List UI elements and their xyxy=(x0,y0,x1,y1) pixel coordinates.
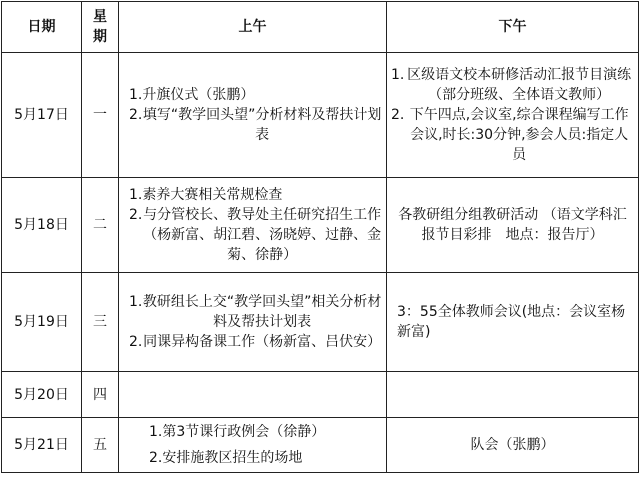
weekday-cell: 四 xyxy=(82,372,119,418)
table-row-friday xyxy=(2,418,639,473)
table-row-tuesday xyxy=(2,178,639,273)
table-row-thursday xyxy=(2,372,639,418)
table-row-monday xyxy=(2,53,639,178)
pm-item: 1. 区级语文校本研修活动汇报节目演练（部分班级、全体语文教师） xyxy=(391,67,632,103)
am-cell xyxy=(119,418,387,473)
pm-cell: 3：55全体教师会议(地点：会议室杨新富) xyxy=(387,273,639,372)
am-cell xyxy=(119,53,387,178)
date-cell: 5月18日 xyxy=(2,178,82,273)
weekday-cell: 二 xyxy=(82,178,119,273)
pm-cell xyxy=(387,53,639,178)
weekly-schedule-table xyxy=(1,1,639,473)
header-weekday: 星期 xyxy=(82,2,119,53)
am-item: 1. 教研组长上交“教学回头望”相关分析材料及帮扶计划表 xyxy=(129,294,382,330)
pm-cell: 队会（张鹏） xyxy=(387,418,639,473)
header-row xyxy=(2,2,639,53)
header-date: 日期 xyxy=(2,2,82,53)
am-item: 1.第3节课行政例会（徐静） xyxy=(149,424,326,440)
weekday-cell: 一 xyxy=(82,53,119,178)
date-cell: 5月21日 xyxy=(2,418,82,473)
am-item: 2. 同课异构备课工作（杨新富、吕伏安） xyxy=(129,334,382,350)
pm-item: 2. 下午四点,会议室,综合课程编写工作会议,时长:30分钟,参会人员:指定人员 xyxy=(391,107,629,163)
header-pm: 下午 xyxy=(387,2,639,53)
am-cell xyxy=(119,372,387,418)
am-item: 1. 素养大赛相关常规检查 xyxy=(129,187,283,203)
weekday-cell: 三 xyxy=(82,273,119,372)
am-item: 2.安排施教区招生的场地 xyxy=(149,450,303,466)
am-cell xyxy=(119,273,387,372)
date-cell: 5月19日 xyxy=(2,273,82,372)
weekday-cell: 五 xyxy=(82,418,119,473)
date-cell: 5月20日 xyxy=(2,372,82,418)
pm-cell: 各教研组分组教研活动 （语文学科汇报节目彩排 地点：报告厅） xyxy=(387,178,639,273)
pm-cell xyxy=(387,372,639,418)
am-item: 2. 填写“教学回头望”分析材料及帮扶计划表 xyxy=(129,107,382,143)
am-item: 2. 与分管校长、教导处主任研究招生工作（杨新富、胡江碧、汤晓婷、过静、金菊、徐静） xyxy=(129,207,382,263)
am-cell xyxy=(119,178,387,273)
date-cell: 5月17日 xyxy=(2,53,82,178)
am-item: 1. 升旗仪式（张鹏） xyxy=(129,87,255,103)
header-am: 上午 xyxy=(119,2,387,53)
table-row-wednesday xyxy=(2,273,639,372)
